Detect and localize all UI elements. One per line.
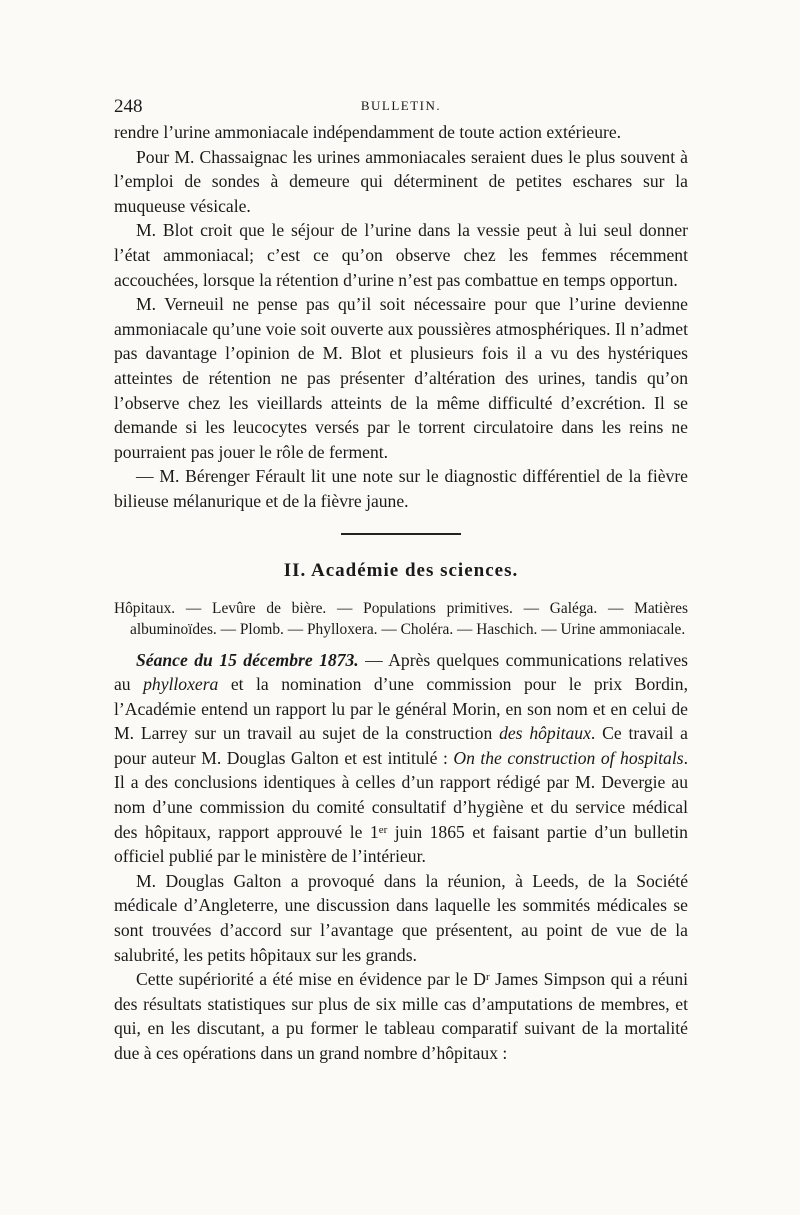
paragraph-blot: M. Blot croit que le séjour de l’urine dans la vessie peut à lui seul donner l’état ammoniacal; c’est ce qu’on observe chez les femmes récemment accouchées, lorsque la rétention d’urine n’est pas combattue en temps opportun. <box>114 220 688 290</box>
simpson-text-a: Cette supériorité a été mise en évidence par le D <box>136 969 487 990</box>
paragraph-galton: M. Douglas Galton a provoqué dans la réunion, à Leeds, de la Société médicale d’Angleterre, une discussion dans laquelle les sommités médicales se sont trouvées d’accord sur l’avantage que présentent, au point de vue de la salubrité, les petits hôpitaux sur les grands. <box>114 870 688 965</box>
seance-text-e: juin 1865 et faisant partie d’un bulletin officiel publié par le ministère de l’intérieur. <box>114 821 688 867</box>
simpson-text-b: James Simpson qui a réuni des résultats statistiques sur plus de six mille cas d’amputations de membres, et qui, en les discutant, a pu former le tableau comparatif suivant de la mortalité due à ces opérations dans un grand nombre d’hôpitaux : <box>114 969 689 1063</box>
section-title: II. Académie des sciences. <box>283 559 519 581</box>
paragraph-continued: rendre l’urine ammoniacale indépendamment de toute action extérieure. <box>114 122 622 142</box>
seance-label: Séance du 15 décembre 1873. <box>136 649 359 670</box>
running-head: BULLETIN. <box>360 98 442 113</box>
seance-text-b: et la nomination d’une commission pour le prix Bordin, l’Académie entend un rapport lu par le général Morin, en son nom et en celui de M. Larrey sur un travail au sujet de la construction <box>114 674 688 744</box>
page-number: 248 <box>114 96 143 117</box>
paragraph-berenger-ferault: — M. Bérenger Férault lit une note sur le diagnostic différentiel de la fièvre bilieuse mélanurique et de la fièvre jaune. <box>114 466 688 511</box>
paragraph-simpson <box>114 967 688 1065</box>
seance-text-a: — Après quelques communications relatives au <box>114 649 688 695</box>
superscript-er: er <box>378 823 388 836</box>
hopitaux-term: des hôpitaux <box>499 723 591 744</box>
body-text-section <box>114 648 688 1066</box>
phylloxera-term: phylloxera <box>143 674 219 695</box>
paragraph-seance <box>114 648 688 869</box>
book-page <box>114 96 688 1066</box>
body-text <box>114 120 688 514</box>
paragraph-verneuil: M. Verneuil ne pense pas qu’il soit nécessaire pour que l’urine devienne ammoniacale qu’une voie soit ouverte aux poussières atmosphériques. Il n’admet pas davantage l’opinion de M. Blot et plusieurs fois il a vu des hystériques atteintes de rétention ne pas présenter d’altération des urines, tandis qu’on l’observe chez les vieillards atteints de la même difficulté d’excrétion. Il se demande si les leucocytes versés par le torrent circulatoire dans les reins ne pourraient pas jouer le rôle de ferment. <box>114 294 688 462</box>
section-divider <box>341 533 461 535</box>
superscript-r: r <box>486 971 490 984</box>
seance-text-c: . Ce travail a pour auteur M. Douglas Galton et est intitulé : <box>114 723 688 768</box>
book-title: On the construction of hospitals <box>453 747 684 768</box>
seance-text-d: . Il a des conclusions identiques à celles d’un rapport rédigé par M. Devergie au nom d’une commission du comité consultatif d’hygiène et du service médical des hôpitaux, rapport approuvé le 1 <box>114 747 688 842</box>
paragraph-chassaignac: Pour M. Chassaignac les urines ammoniacales seraient dues le plus souvent à l’emploi de sondes à demeure qui déterminent de petites eschares sur la muqueuse vésicale. <box>114 146 688 216</box>
section-summary: Hôpitaux. — Levûre de bière. — Populations primitives. — Galéga. — Matières albuminoïdes. — Plomb. — Phylloxera. — Choléra. — Haschich. — Urine ammoniacale. <box>114 599 688 638</box>
page-header <box>114 96 688 120</box>
